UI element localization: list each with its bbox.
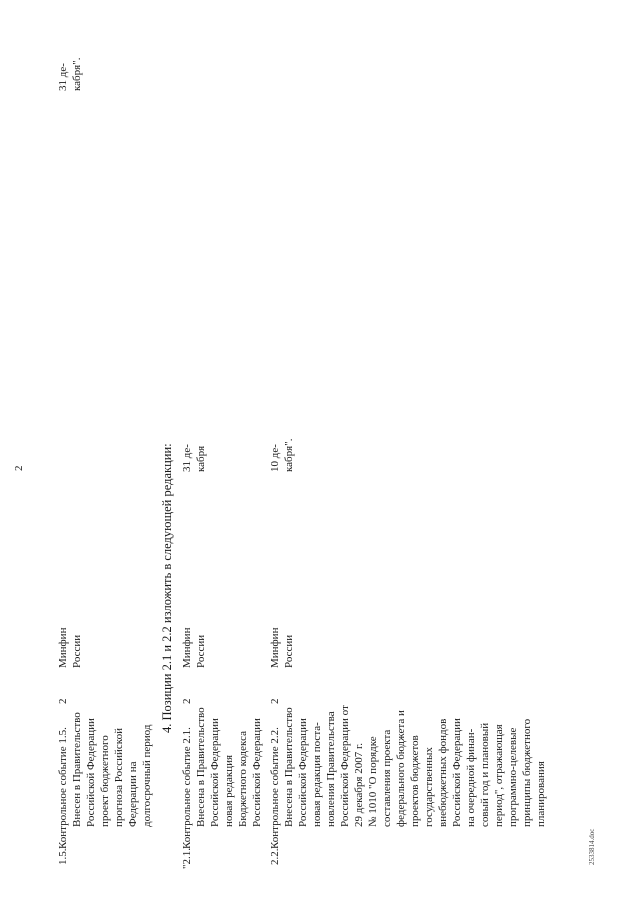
- row-executor-line: Минфин: [181, 627, 193, 668]
- row-deadline-line: 10 де-: [269, 444, 281, 472]
- page-number: 2: [13, 465, 25, 471]
- row-deadline-line: кабря".: [283, 438, 295, 472]
- row-executor-line: России: [195, 634, 207, 668]
- row-description-line: Внесена в Правительство: [283, 707, 295, 827]
- row-executor-line: России: [283, 634, 295, 668]
- row-deadline-line: 31 де-: [181, 444, 193, 472]
- row-number: 2: [269, 698, 281, 704]
- row-deadline-line: кабря".: [71, 57, 83, 91]
- row-description-line: программно-целевые: [507, 727, 519, 827]
- row-description-line: новая редакция поста-: [311, 722, 323, 827]
- row-description-line: прогноза Российской: [113, 728, 125, 827]
- row-description-line: внебюджетных фондов: [437, 718, 449, 827]
- row-deadline-line: кабря: [195, 445, 207, 472]
- row-executor-line: России: [71, 634, 83, 668]
- row-description-line: Российской Федерации: [297, 718, 309, 827]
- row-description-line: проект бюджетного: [99, 735, 111, 827]
- row-description-line: проектов бюджетов: [409, 735, 421, 827]
- section-heading: 4. Позиции 2.1 и 2.2 изложить в следующей редакции:: [160, 443, 174, 733]
- row-description-line: федерального бюджета и: [395, 710, 407, 827]
- row-description-line: составления проекта: [381, 729, 393, 827]
- row-description-line: Российской Федерации от: [339, 705, 351, 827]
- row-description-line: Российской Федерации: [251, 718, 263, 827]
- row-number: 2: [181, 698, 193, 704]
- row-description-line: на очередной финан-: [465, 728, 477, 827]
- row-title: Контрольное событие 2.2.: [269, 727, 281, 849]
- row-description-line: планирования: [535, 761, 547, 827]
- row-item-number: "2.1.: [181, 848, 193, 869]
- row-description-line: Внесен в Правительство: [71, 712, 83, 827]
- row-description-line: Бюджетного кодекса: [237, 730, 249, 827]
- row-description-line: 29 декабря 2007 г.: [353, 743, 365, 827]
- document-code: 2533814.doc: [588, 828, 596, 865]
- row-description-line: Федерации на: [127, 761, 139, 827]
- row-title: Контрольное событие 1.5.: [57, 727, 69, 849]
- row-item-number: 1.5.: [57, 848, 69, 865]
- row-executor-line: Минфин: [57, 627, 69, 668]
- row-item-number: 2.2.: [269, 848, 281, 865]
- row-description-line: период", отражающая: [493, 724, 505, 827]
- row-number: 2: [57, 698, 69, 704]
- row-description-line: государственных: [423, 747, 435, 827]
- row-description-line: Российской Федерации: [85, 718, 97, 827]
- row-description-line: принципы бюджетного: [521, 718, 533, 827]
- row-description-line: Внесена в Правительство: [195, 707, 207, 827]
- row-description-line: № 1010 "О порядке: [367, 736, 379, 827]
- row-executor-line: Минфин: [269, 627, 281, 668]
- row-description-line: Российской Федерации: [209, 718, 221, 827]
- row-description-line: Российской Федерации: [451, 718, 463, 827]
- row-description-line: долгосрочный период: [141, 724, 153, 827]
- row-description-line: новая редакция: [223, 754, 235, 827]
- row-description-line: новления Правительства: [325, 711, 337, 827]
- row-title: Контрольное событие 2.1.: [181, 727, 193, 849]
- row-deadline-line: 31 де-: [57, 63, 69, 91]
- row-description-line: совый год и плановый: [479, 722, 491, 827]
